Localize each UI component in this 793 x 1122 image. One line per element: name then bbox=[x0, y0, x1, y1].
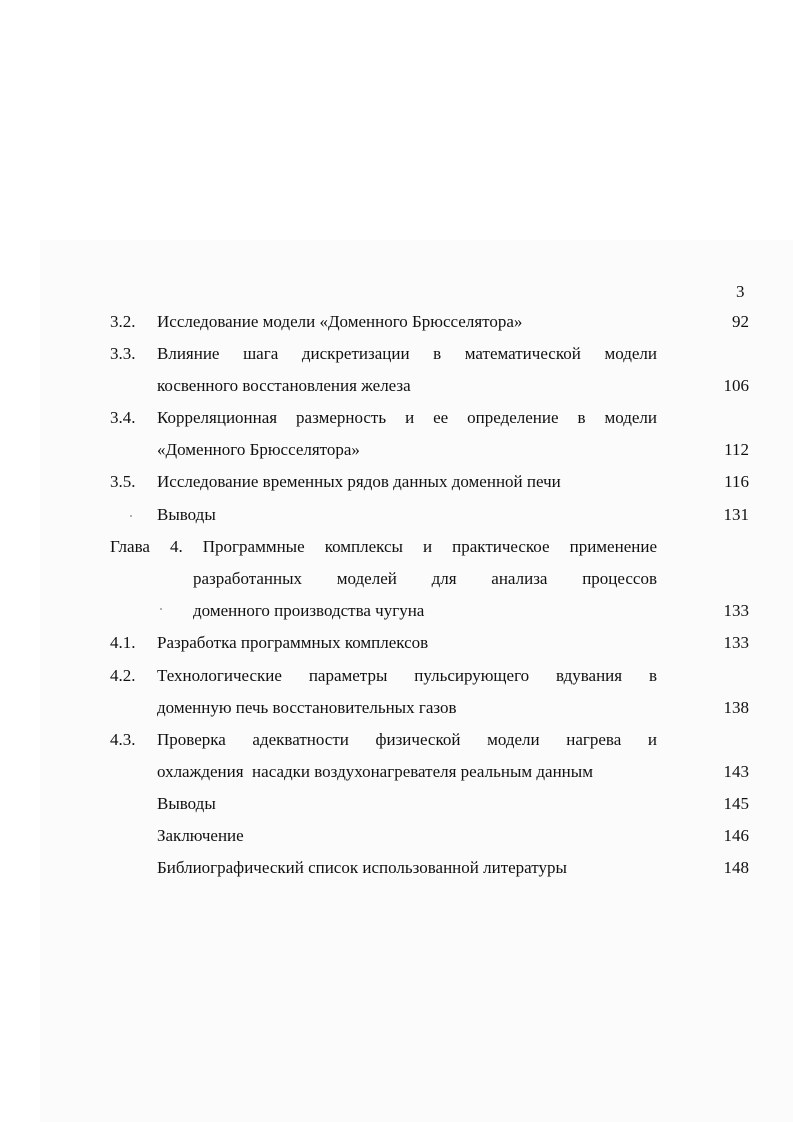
toc-page: 133 bbox=[723, 601, 749, 620]
toc-title-cont: доменного производства чугуна bbox=[193, 601, 425, 620]
toc-title-cont: доменную печь восстановительных газов bbox=[157, 698, 457, 717]
toc-title: Выводы bbox=[157, 794, 216, 813]
toc-entry-3-5[interactable] bbox=[0, 471, 793, 493]
toc-entry-4-3-cont[interactable] bbox=[0, 761, 793, 783]
toc-page: 106 bbox=[723, 376, 749, 395]
toc-section-number: 3.2. bbox=[110, 312, 136, 331]
toc-title: Технологические параметры пульсирующего вдувания в bbox=[157, 666, 657, 685]
scan-speck bbox=[130, 515, 132, 517]
toc-title: Корреляционная размерность и ее определение в модели bbox=[157, 408, 657, 427]
toc-page: 148 bbox=[723, 858, 749, 877]
scan-speck bbox=[160, 608, 162, 610]
toc-page: 145 bbox=[723, 794, 749, 813]
toc-title: Заключение bbox=[157, 826, 244, 845]
toc-entry-conclusion[interactable] bbox=[0, 825, 793, 847]
toc-entry-bibliography[interactable] bbox=[0, 857, 793, 879]
toc-section-number: 3.3. bbox=[110, 344, 136, 363]
toc-title: Проверка адекватности физической модели нагрева и bbox=[157, 730, 657, 749]
toc-entry-4-2[interactable] bbox=[0, 665, 793, 687]
toc-title: Исследование временных рядов данных доменной печи bbox=[157, 472, 561, 491]
toc-entry-4-3[interactable] bbox=[0, 729, 793, 751]
toc-entry-conclusions-4[interactable] bbox=[0, 793, 793, 815]
toc-page: 138 bbox=[723, 698, 749, 717]
toc-entry-chapter-4[interactable] bbox=[0, 536, 793, 558]
toc-title-cont: охлаждения насадки воздухонагревателя реальным данным bbox=[157, 762, 593, 781]
toc-page: 143 bbox=[723, 762, 749, 781]
toc-entry-3-3[interactable] bbox=[0, 343, 793, 365]
page-number: 3 bbox=[736, 282, 745, 301]
toc-section-number: 3.5. bbox=[110, 472, 136, 491]
toc-entry-conclusions-3[interactable] bbox=[0, 504, 793, 526]
toc-title-cont: косвенного восстановления железа bbox=[157, 376, 411, 395]
toc-title-cont: разработанных моделей для анализа процессов bbox=[193, 569, 657, 588]
toc-entry-chapter-4-cont1[interactable] bbox=[0, 568, 793, 590]
toc-entry-4-1[interactable] bbox=[0, 632, 793, 654]
toc-title-cont: «Доменного Брюсселятора» bbox=[157, 440, 360, 459]
toc-title: Разработка программных комплексов bbox=[157, 633, 429, 652]
toc-page: 131 bbox=[723, 505, 749, 524]
toc-section-number: 3.4. bbox=[110, 408, 136, 427]
toc-section-number: 4.1. bbox=[110, 633, 136, 652]
toc-section-number: 4.3. bbox=[110, 730, 136, 749]
toc-title: Исследование модели «Доменного Брюсселятора» bbox=[157, 312, 523, 331]
toc-page: 112 bbox=[724, 440, 749, 459]
toc-entry-3-2[interactable] bbox=[0, 311, 793, 333]
toc-title: Выводы bbox=[157, 505, 216, 524]
toc-chapter-title: Глава 4. Программные комплексы и практическое применение bbox=[110, 537, 657, 556]
toc-entry-3-4[interactable] bbox=[0, 407, 793, 429]
toc-page: 92 bbox=[732, 312, 749, 331]
toc-section-number: 4.2. bbox=[110, 666, 136, 685]
toc-entry-chapter-4-cont2[interactable] bbox=[0, 600, 793, 622]
toc-title: Библиографический список использованной литературы bbox=[157, 858, 567, 877]
toc-entry-3-3-cont[interactable] bbox=[0, 375, 793, 397]
toc-entry-3-4-cont[interactable] bbox=[0, 439, 793, 461]
toc-entry-4-2-cont[interactable] bbox=[0, 697, 793, 719]
toc-page: 146 bbox=[723, 826, 749, 845]
toc-page: 116 bbox=[724, 472, 749, 491]
toc-page: 133 bbox=[723, 633, 749, 652]
toc-title: Влияние шага дискретизации в математической модели bbox=[157, 344, 657, 363]
